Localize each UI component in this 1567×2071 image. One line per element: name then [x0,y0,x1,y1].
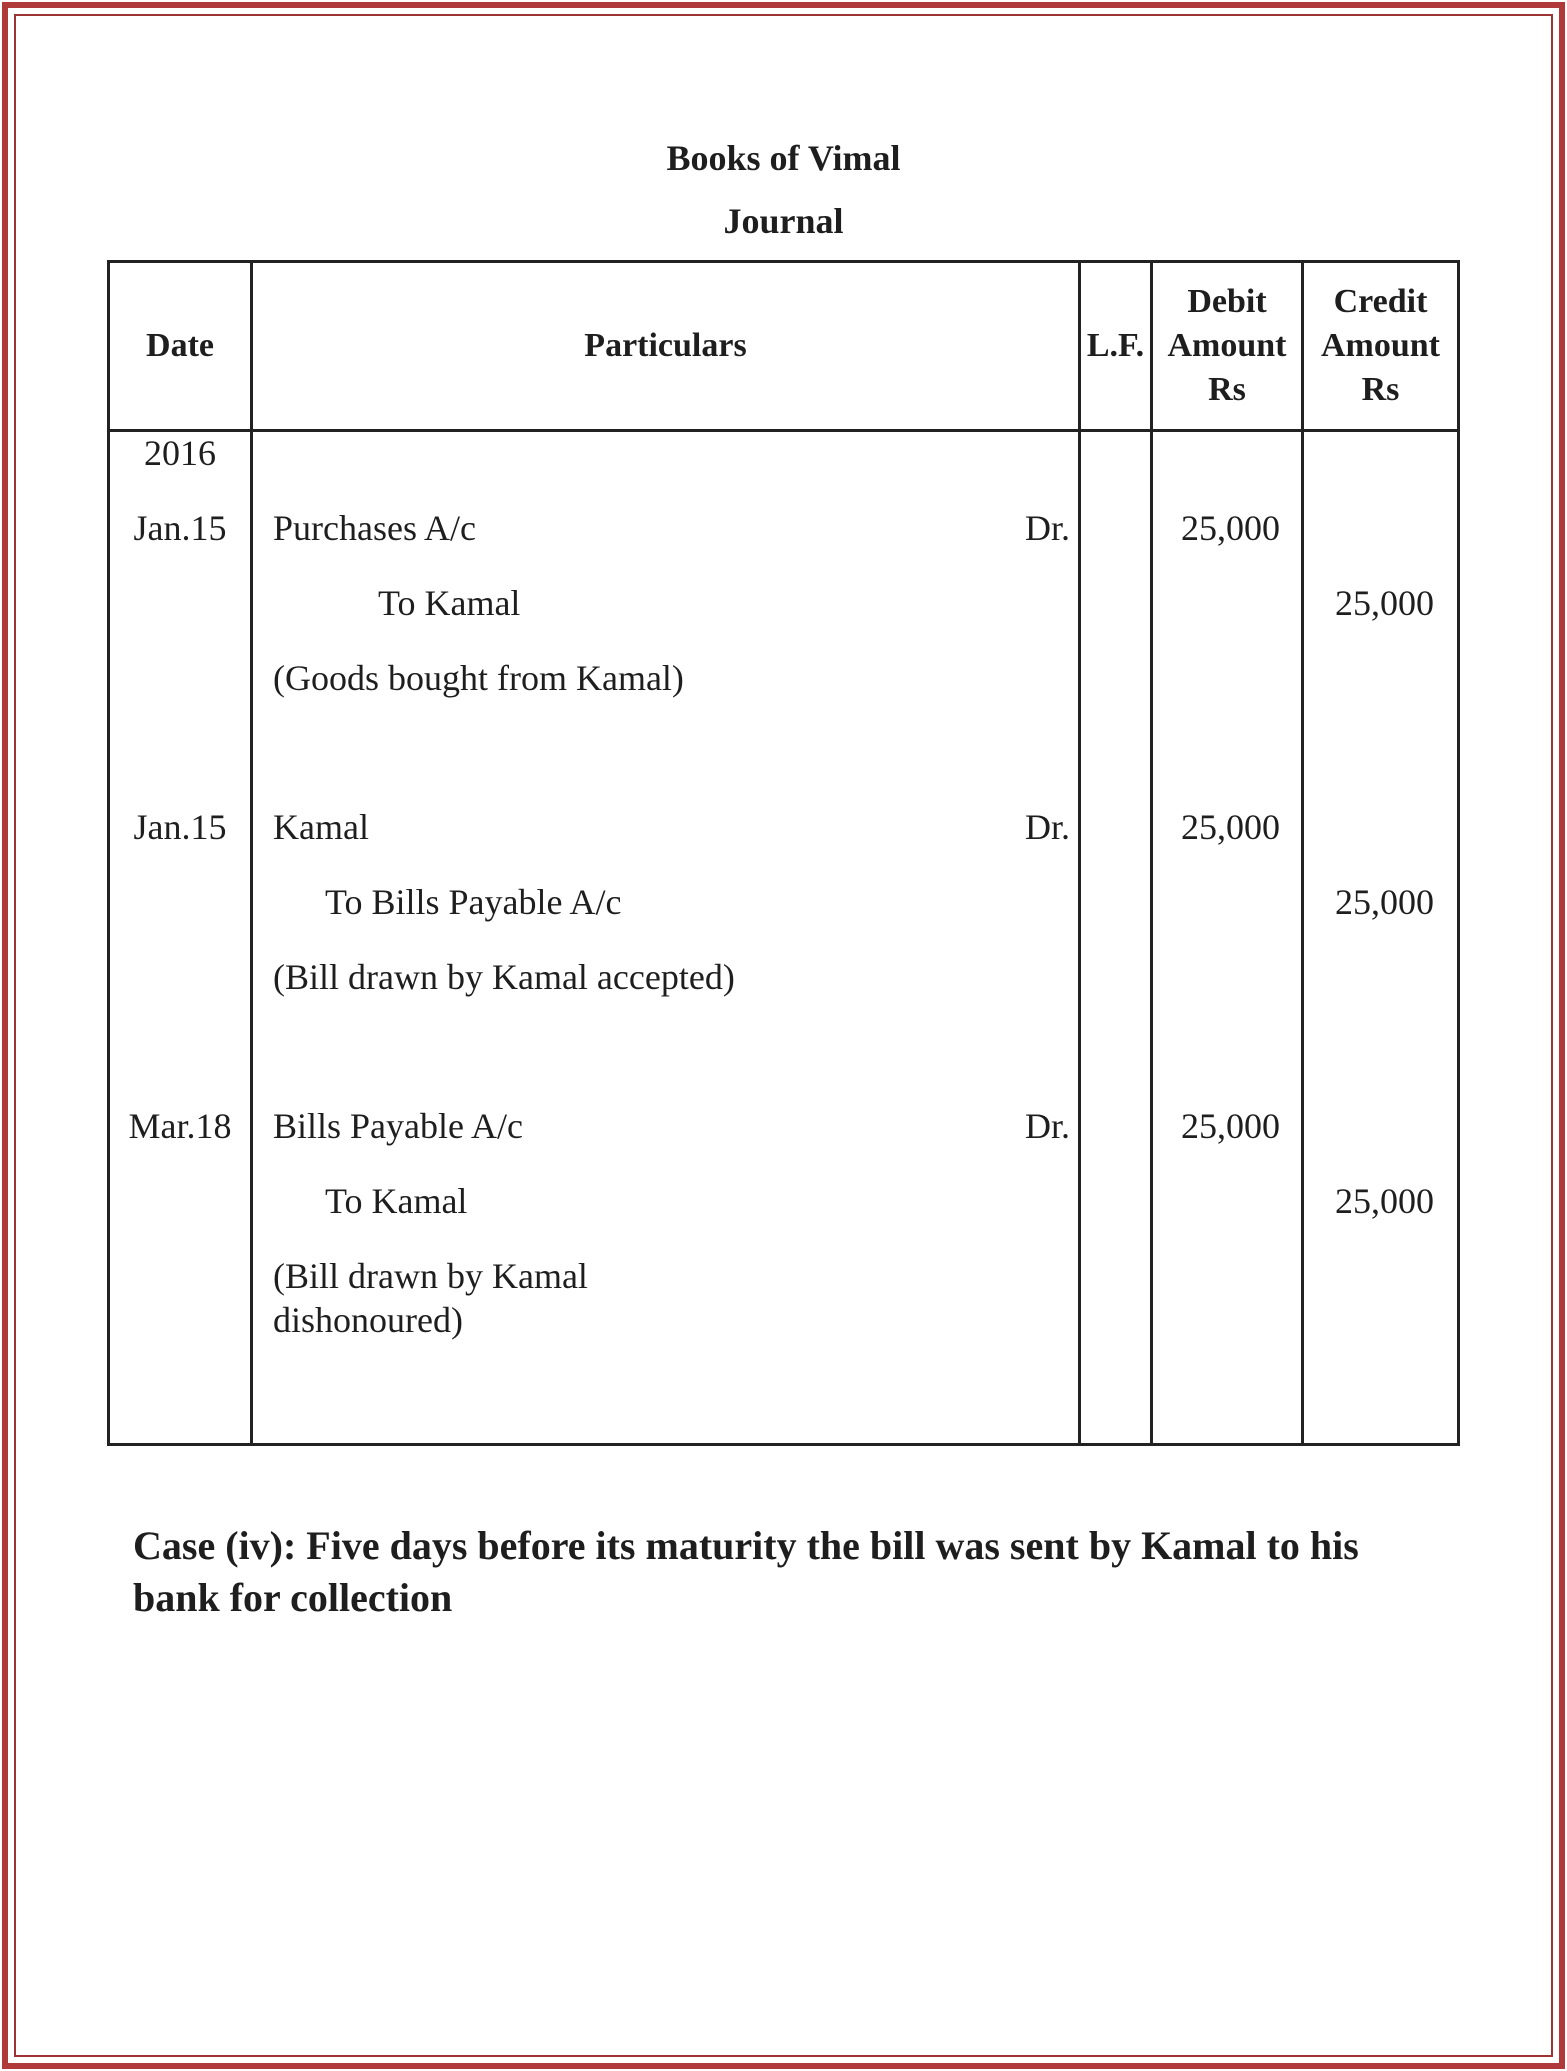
entry-credit-amount: 25,000 [1335,882,1434,922]
entry-dr-label: Dr. [1025,508,1070,548]
column-divider [250,263,253,1443]
entry-credit-amount: 25,000 [1335,1181,1434,1221]
case-note: Case (iv): Five days before its maturity the bill was sent by Kamal to his bank for collection [133,1523,1359,1620]
header-credit-amount: Credit Amount Rs [1320,283,1441,408]
header-date: Date [146,327,214,364]
header-particulars: Particulars [584,327,747,364]
entry-debit-account: Bills Payable A/c [273,1106,523,1146]
entry-credit-account: To Kamal [325,1181,468,1221]
entry-debit-amount: 25,000 [1181,1106,1280,1146]
entry-credit-account: To Kamal [378,583,521,623]
header-debit-amount: Debit Amount Rs [1167,283,1287,408]
journal-title: Journal [723,201,844,241]
entry-date: Jan.15 [133,508,227,548]
year-label: 2016 [144,433,216,473]
entry-debit-amount: 25,000 [1181,807,1280,847]
entry-narration: (Bill drawn by Kamal accepted) [273,957,735,997]
journal-table [107,260,1460,1446]
entry-dr-label: Dr. [1025,1106,1070,1146]
entry-debit-amount: 25,000 [1181,508,1280,548]
entry-narration-line: dishonoured) [273,1300,463,1340]
entry-narration-line: (Bill drawn by Kamal [273,1256,588,1296]
entry-credit-account: To Bills Payable A/c [325,882,622,922]
header-lf: L.F. [1086,327,1145,364]
entry-credit-amount: 25,000 [1335,583,1434,623]
entry-date: Mar.18 [128,1106,232,1146]
entry-narration: (Goods bought from Kamal) [273,658,684,698]
book-title: Books of Vimal [666,138,901,178]
column-divider [1150,263,1153,1443]
column-divider [1078,263,1081,1443]
entry-dr-label: Dr. [1025,807,1070,847]
entry-date: Jan.15 [133,807,227,847]
entry-debit-account: Purchases A/c [273,508,476,548]
header-divider [110,429,1457,432]
column-divider [1301,263,1304,1443]
entry-debit-account: Kamal [273,807,369,847]
